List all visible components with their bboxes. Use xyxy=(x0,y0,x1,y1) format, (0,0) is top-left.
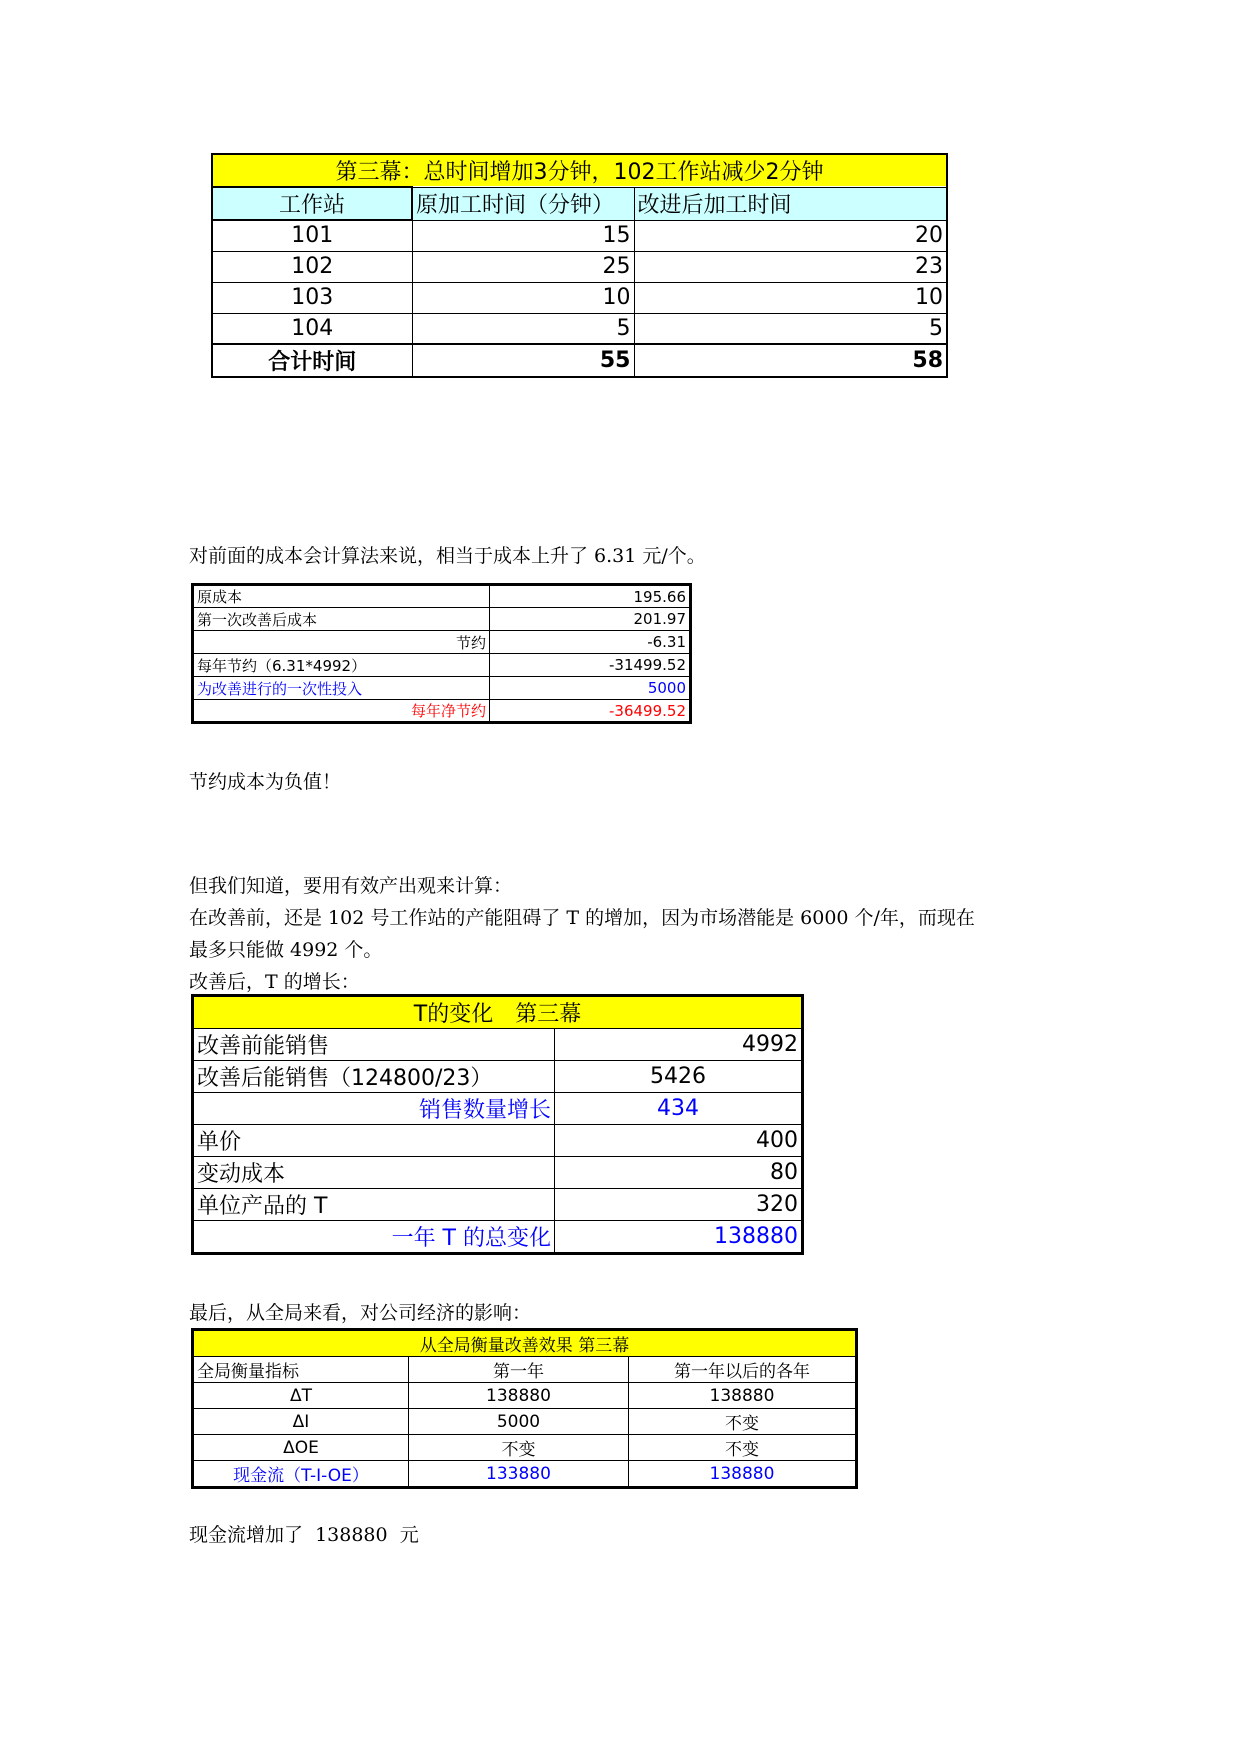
cell-improved: 20 xyxy=(634,220,947,251)
cell-label: 原成本 xyxy=(193,585,490,608)
paragraph-negative-saving: 节约成本为负值！ xyxy=(189,771,342,793)
cell-label: 销售数量增长 xyxy=(193,1093,555,1125)
cell-measure: ΔOE xyxy=(193,1435,409,1461)
table-row xyxy=(193,585,691,608)
cell-value: 138880 xyxy=(555,1221,803,1254)
cell-station: 103 xyxy=(212,282,412,313)
table-row xyxy=(193,1461,857,1488)
table-row xyxy=(193,1157,803,1189)
cell-value: 4992 xyxy=(555,1029,803,1061)
cell-label: 为改善进行的一次性投入 xyxy=(193,677,490,700)
cell-later-years: 138880 xyxy=(629,1461,857,1488)
header-original-time: 原加工时间（分钟） xyxy=(412,187,634,220)
cell-label: 一年 T 的总变化 xyxy=(193,1221,555,1254)
global-measure-table xyxy=(191,1328,858,1489)
cell-value: -31499.52 xyxy=(490,654,691,677)
cell-improved: 23 xyxy=(634,251,947,282)
cell-station: 102 xyxy=(212,251,412,282)
cell-measure: ΔT xyxy=(193,1383,409,1409)
cell-measure: ΔI xyxy=(193,1409,409,1435)
cell-value: 80 xyxy=(555,1157,803,1189)
cell-label: 第一次改善后成本 xyxy=(193,608,490,631)
cost-accounting-table xyxy=(191,583,692,724)
table-title: T的变化 第三幕 xyxy=(193,996,803,1029)
workstation-time-table xyxy=(211,153,948,378)
cell-later-years: 不变 xyxy=(629,1409,857,1435)
cell-station: 104 xyxy=(212,313,412,344)
table-row xyxy=(193,1435,857,1461)
cell-original: 5 xyxy=(412,313,634,344)
cell-improved: 5 xyxy=(634,313,947,344)
table-row xyxy=(193,1093,803,1125)
table-title: 从全局衡量改善效果 第三幕 xyxy=(193,1330,857,1357)
cell-first-year: 5000 xyxy=(409,1409,629,1435)
total-original: 55 xyxy=(412,344,634,377)
table-row xyxy=(193,700,691,723)
table-row xyxy=(193,631,691,654)
table-title-row xyxy=(193,996,803,1029)
cell-value: 195.66 xyxy=(490,585,691,608)
table-header-row xyxy=(193,1357,857,1383)
cell-label: 每年节约（6.31*4992） xyxy=(193,654,490,677)
cell-label: 变动成本 xyxy=(193,1157,555,1189)
table-row xyxy=(193,608,691,631)
cell-label: 节约 xyxy=(193,631,490,654)
total-label: 合计时间 xyxy=(212,344,412,377)
cell-improved: 10 xyxy=(634,282,947,313)
header-measure: 全局衡量指标 xyxy=(193,1357,409,1383)
throughput-change-table xyxy=(191,994,804,1255)
paragraph-constraint-line1: 在改善前，还是 102 号工作站的产能阻碍了 T 的增加，因为市场潜能是 6000 个/年，而现在 xyxy=(189,907,975,929)
table-row xyxy=(193,654,691,677)
cell-label: 单价 xyxy=(193,1125,555,1157)
cell-first-year: 138880 xyxy=(409,1383,629,1409)
table-header-row xyxy=(212,187,947,220)
cell-value: -36499.52 xyxy=(490,700,691,723)
paragraph-after-improvement: 改善后，T 的增长： xyxy=(189,971,360,993)
table-total-row xyxy=(212,344,947,377)
table-row xyxy=(193,1125,803,1157)
table-row xyxy=(193,1221,803,1254)
table-row xyxy=(193,1061,803,1093)
table-title: 第三幕：总时间增加3分钟，102工作站减少2分钟 xyxy=(212,154,947,187)
table-row xyxy=(193,1383,857,1409)
table-row xyxy=(212,220,947,251)
cell-value: 400 xyxy=(555,1125,803,1157)
cell-value: 5000 xyxy=(490,677,691,700)
cell-value: 5426 xyxy=(555,1061,803,1093)
paragraph-global-impact: 最后，从全局来看，对公司经济的影响： xyxy=(189,1302,532,1324)
paragraph-cost-increase: 对前面的成本会计算法来说，相当于成本上升了 6.31 元/个。 xyxy=(189,545,706,567)
table-title-row xyxy=(193,1330,857,1357)
paragraph-constraint-line2: 最多只能做 4992 个。 xyxy=(189,939,383,961)
header-workstation[interactable]: 工作站 xyxy=(212,187,412,220)
cell-station: 101 xyxy=(212,220,412,251)
paragraph-cashflow-increase: 现金流增加了 138880 元 xyxy=(189,1524,419,1546)
header-first-year: 第一年 xyxy=(409,1357,629,1383)
cell-measure: 现金流（T-I-OE） xyxy=(193,1461,409,1488)
cell-later-years: 不变 xyxy=(629,1435,857,1461)
cell-later-years: 138880 xyxy=(629,1383,857,1409)
cell-label: 每年净节约 xyxy=(193,700,490,723)
table-row xyxy=(212,251,947,282)
table-row xyxy=(193,677,691,700)
table-row xyxy=(193,1189,803,1221)
cell-label: 单位产品的 T xyxy=(193,1189,555,1221)
table-title-row xyxy=(212,154,947,187)
header-improved-time: 改进后加工时间 xyxy=(634,187,947,220)
cell-value: -6.31 xyxy=(490,631,691,654)
paragraph-throughput-intro: 但我们知道，要用有效产出观来计算： xyxy=(189,875,513,897)
cell-label: 改善前能销售 xyxy=(193,1029,555,1061)
cell-original: 15 xyxy=(412,220,634,251)
cell-first-year: 133880 xyxy=(409,1461,629,1488)
cell-value: 201.97 xyxy=(490,608,691,631)
cell-original: 10 xyxy=(412,282,634,313)
table-row xyxy=(193,1029,803,1061)
cell-value: 320 xyxy=(555,1189,803,1221)
table-row xyxy=(212,282,947,313)
total-improved: 58 xyxy=(634,344,947,377)
cell-label: 改善后能销售（124800/23） xyxy=(193,1061,555,1093)
table-row xyxy=(212,313,947,344)
table-row xyxy=(193,1409,857,1435)
cell-value: 434 xyxy=(555,1093,803,1125)
cell-original: 25 xyxy=(412,251,634,282)
header-later-years: 第一年以后的各年 xyxy=(629,1357,857,1383)
cell-first-year: 不变 xyxy=(409,1435,629,1461)
